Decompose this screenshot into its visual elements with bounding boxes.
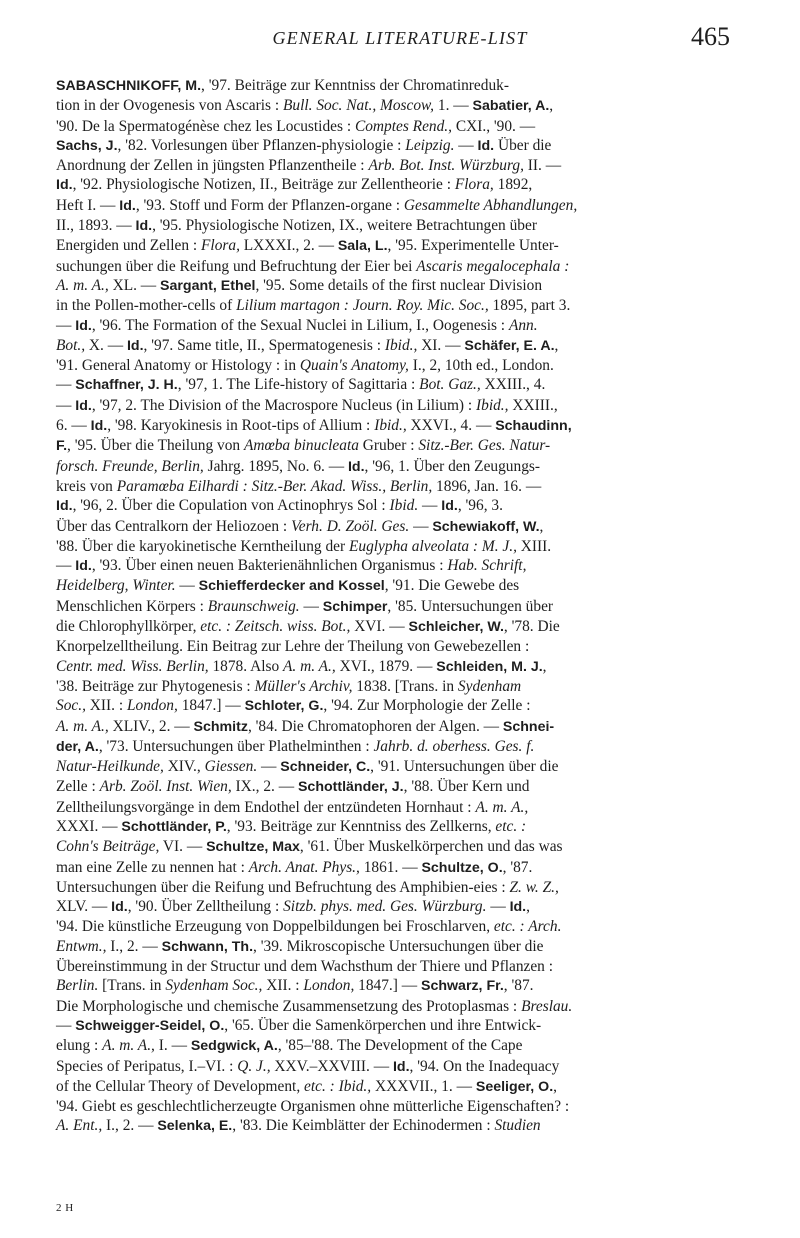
text-segment: Species of Peripatus, I.–VI. : (56, 1057, 238, 1075)
text-line (56, 657, 750, 677)
text-line (56, 496, 750, 516)
text-line (56, 817, 750, 837)
text-line (56, 257, 750, 276)
text-line (56, 737, 750, 757)
text-segment: suchungen über die Reifung und Befruchtung der Eier bei (56, 257, 417, 275)
author-name: Schweigger-Seidel, O. (75, 1017, 225, 1034)
text-segment: — (257, 758, 281, 776)
text-line (56, 576, 750, 596)
source-title: Arb. Zoöl. Inst. Wien, (99, 778, 232, 796)
author-name: Schaffner, J. H. (75, 377, 178, 394)
source-title: Cohn's Beiträge, (56, 838, 160, 856)
source-title: Bull. Soc. Nat., Moscow, (282, 97, 435, 115)
text-line (56, 1036, 750, 1056)
text-segment: XIII. (516, 537, 552, 555)
text-line (56, 717, 750, 737)
text-line (56, 858, 750, 878)
author-name: Schloter, G. (244, 698, 324, 715)
author-name: Schewiakoff, W. (432, 518, 540, 535)
text-segment: , (542, 657, 547, 675)
text-segment: , '97. Beiträge zur Kenntniss der Chromatinreduk- (201, 77, 509, 94)
author-name: Id. (90, 418, 108, 435)
text-line (56, 316, 750, 336)
text-line (56, 1116, 750, 1136)
text-segment: I., 2. — (106, 937, 162, 955)
author-name: Schottländer, J. (297, 779, 404, 796)
source-title: Z. w. Z., (509, 878, 559, 896)
author-name: Schnei- (502, 718, 555, 735)
text-segment: — (299, 597, 323, 615)
text-line (56, 897, 750, 917)
text-segment: Über die (494, 136, 552, 154)
text-segment: , '96. The Formation of the Sexual Nuclei in Lilium, I., Oogenesis : (91, 316, 509, 334)
source-title: Amœba binucleata (243, 437, 359, 455)
source-title: Ann. (508, 316, 538, 334)
source-title: Studien (494, 1117, 541, 1135)
text-segment: , '96, 1. Über den Zeugungs- (364, 457, 540, 475)
source-title: Comptes Rend., (354, 117, 452, 135)
text-line (56, 517, 750, 537)
text-line (56, 957, 750, 976)
text-segment: Zelle : (56, 778, 100, 796)
text-segment: , '95. Experimentelle Unter- (387, 237, 559, 255)
text-segment: XLV. — (56, 898, 112, 916)
text-segment: , '84. Die Chromatophoren der Algen. — (247, 717, 503, 735)
text-segment: , '78. Die (503, 618, 560, 636)
source-title: A. m. A., (283, 657, 336, 675)
source-title: etc. : Arch. (493, 918, 562, 936)
source-title: Ibid., (384, 336, 418, 354)
text-line (56, 1057, 750, 1077)
source-title: Berlin. (56, 977, 99, 995)
author-name: Id. (119, 197, 136, 214)
source-title: Braunschweig. (207, 597, 300, 615)
source-title: Breslau. (521, 997, 573, 1015)
text-line (56, 637, 750, 656)
text-segment: 1892, (493, 176, 533, 194)
source-title: Gesammelte Abhandlungen, (403, 196, 578, 214)
text-segment: 1. — (434, 97, 473, 115)
source-title: Q. J., (237, 1057, 271, 1075)
source-title: Ibid., (476, 396, 509, 414)
text-line (56, 677, 750, 696)
text-segment: — (56, 1016, 76, 1034)
text-segment: , '96, 3. (457, 497, 503, 515)
text-line (56, 336, 750, 356)
text-line (56, 1097, 750, 1116)
source-title: Bot. Gaz., (419, 376, 481, 394)
author-name: Id. (477, 137, 495, 154)
text-segment: Heft I. — (56, 196, 120, 214)
source-title: Sydenham (457, 677, 522, 695)
text-segment: '90. De la Spermatogénèse chez les Locustides : (56, 117, 355, 135)
text-segment: 1847.] — (177, 697, 245, 715)
text-segment: — (454, 136, 478, 154)
source-title: Jahrb. d. oberhess. Ges. f. (373, 737, 535, 755)
text-line (56, 396, 750, 416)
author-name: Id. (392, 1058, 410, 1075)
text-segment: Untersuchungen über die Reifung und Befruchtung des Amphibien-eies : (56, 878, 510, 896)
source-title: Arb. Bot. Inst. Würzburg, (368, 157, 524, 175)
text-segment: I., 2, 10th ed., London. (408, 357, 554, 375)
text-segment: , '97, 1. The Life-history of Sagittaria : (177, 376, 420, 394)
text-segment: , '93. Beiträge zur Kenntniss des Zellkerns, (226, 817, 496, 835)
text-segment: II. — (523, 157, 562, 175)
text-line (56, 997, 750, 1016)
text-segment: VI. — (159, 838, 207, 856)
source-title: London, (126, 697, 178, 715)
text-segment: , (539, 517, 544, 535)
author-name: Schwann, Th. (161, 938, 254, 955)
text-segment: '38. Beiträge zur Phytogenesis : (56, 677, 255, 695)
source-title: Sitz.-Ber. Ges. Natur- (418, 437, 551, 455)
text-segment: Zelltheilungsvorgänge in dem Endothel der entzündeten Hornhaut : (56, 798, 476, 816)
source-title: Heidelberg, Winter. (56, 577, 176, 595)
text-segment: , '97, 2. The Division of the Macrospore Nucleus (in Lilium) : (91, 396, 477, 414)
text-segment: , '91. Untersuchungen über die (370, 758, 559, 776)
author-name: Schottländer, P. (121, 818, 227, 835)
text-segment: XI. — (417, 336, 465, 354)
text-segment: , '65. Über die Samenkörperchen und ihre Entwick- (224, 1016, 542, 1034)
text-segment: , '73. Untersuchungen über Plathelminthen : (98, 737, 374, 755)
text-segment: in the Pollen-mother-cells of (56, 297, 237, 315)
text-line (56, 375, 750, 395)
author-name: Id. (347, 458, 365, 475)
author-name: Id. (56, 498, 73, 515)
text-segment: 1896, Jan. 16. — (432, 477, 542, 495)
source-title: forsch. Freunde, Berlin, (56, 457, 204, 475)
source-title: Verh. D. Zoöl. Ges. (291, 517, 410, 535)
text-segment: 1878. Also (208, 657, 284, 675)
text-line (56, 96, 750, 116)
text-segment: , '92. Physiologische Notizen, II., Beiträge zur Zellentheorie : (72, 176, 455, 194)
source-title: Giessen. (204, 758, 258, 776)
bibliography-text (56, 76, 750, 1137)
text-segment: XLIV., 2. — (108, 717, 194, 735)
text-line (56, 976, 750, 996)
text-segment: XII. : (85, 697, 127, 715)
text-segment: , '87. (502, 858, 533, 876)
text-segment: — (56, 316, 76, 334)
author-name: Selenka, E. (157, 1118, 233, 1135)
text-segment: Die Morphologische und chemische Zusammensetzung des Protoplasmas : (56, 997, 522, 1015)
text-segment: '94. Die künstliche Erzeugung von Doppelbildungen bei Froschlarven, (56, 918, 494, 936)
running-title: GENERAL LITERATURE-LIST (272, 28, 528, 48)
text-segment: , (549, 97, 554, 115)
text-segment: , (554, 336, 559, 354)
text-segment: XVI., 1879. — (335, 657, 437, 675)
source-title: Centr. med. Wiss. Berlin, (56, 657, 209, 675)
source-title: Soc., (56, 697, 86, 715)
text-segment: , '91. Die Gewebe des (384, 577, 520, 595)
text-line (56, 276, 750, 296)
text-segment: XXXVII., 1. — (371, 1077, 476, 1095)
text-segment: 1861. — (359, 858, 422, 876)
text-segment: Gruber : (358, 437, 419, 455)
text-segment: die Chlorophyllkörper, (56, 618, 201, 636)
author-name: Sabatier, A. (472, 98, 550, 115)
text-line (56, 457, 750, 477)
author-name: Id. (111, 899, 128, 916)
text-line (56, 1077, 750, 1097)
text-segment: X. — (85, 336, 127, 354)
text-segment: Knorpelzelltheilung. Ein Beitrag zur Lehre der Theilung von Gewebezellen : (56, 638, 530, 656)
signature-mark: 2 H (56, 1202, 74, 1214)
text-segment: 1895, part 3. (488, 297, 571, 315)
text-line (56, 136, 750, 156)
text-line (56, 236, 750, 256)
author-name: Schmitz (193, 718, 248, 735)
text-line (56, 156, 750, 175)
author-name: Sachs, J. (56, 137, 118, 154)
text-line (56, 837, 750, 857)
text-segment: , '94. Zur Morphologie der Zelle : (323, 697, 531, 715)
source-title: Ibid., (374, 417, 407, 435)
page-number: 465 (691, 22, 730, 51)
author-name: Schaudinn, (495, 418, 572, 435)
text-segment: I., 2. — (102, 1117, 158, 1135)
author-name: der, A. (56, 738, 99, 755)
text-segment: — (56, 557, 76, 575)
author-name: Schimper (322, 598, 388, 615)
author-name: Id. (75, 558, 92, 575)
text-segment: , '95. Physiologische Notizen, IX., weitere Betrachtungen über (152, 217, 537, 235)
author-name: Schäfer, E. A. (464, 337, 555, 354)
text-line (56, 477, 750, 496)
text-line (56, 777, 750, 797)
author-name: Seeliger, O. (475, 1078, 554, 1095)
text-segment: — (56, 396, 76, 414)
text-segment: , '93. Über einen neuen Bakterienähnlichen Organismus : (91, 557, 448, 575)
text-segment: — (409, 517, 433, 535)
text-segment: of the Cellular Theory of Development, (56, 1077, 305, 1095)
source-title: London, (303, 977, 355, 995)
author-name: Id. (75, 317, 92, 334)
text-segment: — (56, 376, 76, 394)
page-header (0, 22, 800, 62)
source-title: etc. : Ibid., (304, 1077, 372, 1095)
text-segment: CXI., '90. — (452, 117, 536, 135)
author-name: Schneider, C. (280, 759, 371, 776)
text-line (56, 878, 750, 897)
text-line (56, 917, 750, 936)
text-line (56, 117, 750, 136)
author-name: Sedgwick, A. (190, 1038, 278, 1055)
author-name: Id. (126, 337, 144, 354)
text-segment: 1838. [Trans. in (352, 677, 458, 695)
text-line (56, 436, 750, 456)
text-segment: XII. : (262, 977, 304, 995)
author-name: Schiefferdecker and Kossel (198, 578, 385, 595)
text-segment: 1847.] — (354, 977, 421, 995)
text-segment: Über das Centralkorn der Heliozoen : (56, 517, 292, 535)
text-segment: , '85–'88. The Development of the Cape (277, 1037, 523, 1055)
author-name: Schultze, O. (421, 859, 503, 876)
text-segment: — (486, 898, 510, 916)
author-name: Id. (75, 397, 92, 414)
text-segment: XXVI., 4. — (406, 417, 496, 435)
text-line (56, 696, 750, 716)
source-title: Hab. Schrift, (447, 557, 527, 575)
source-title: etc. : Zeitsch. wiss. Bot., (200, 618, 351, 636)
text-segment: , '87. (503, 977, 534, 995)
text-segment: , '97. Same title, II., Spermatogenesis : (143, 336, 385, 354)
text-segment: , '93. Stoff und Form der Pflanzen-organe : (135, 196, 404, 214)
text-segment: — (418, 497, 442, 515)
text-segment: Jahrg. 1895, No. 6. — (203, 457, 348, 475)
text-segment: I. — (154, 1037, 191, 1055)
author-name: Schleiden, M. J. (436, 658, 543, 675)
source-title: Müller's Archiv, (254, 677, 353, 695)
text-line (56, 216, 750, 236)
text-segment: II., 1893. — (56, 217, 136, 235)
author-name: Schleicher, W. (408, 619, 504, 636)
text-segment: LXXXI., 2. — (239, 237, 338, 255)
text-segment: man eine Zelle zu nennen hat : (56, 858, 249, 876)
text-segment: XXXI. — (56, 817, 122, 835)
author-name: Schultze, Max (206, 839, 300, 856)
text-segment: , '85. Untersuchungen über (387, 597, 554, 615)
author-name: Id. (441, 498, 458, 515)
text-segment: Energiden und Zellen : (56, 237, 202, 255)
text-line (56, 757, 750, 777)
text-line (56, 296, 750, 315)
source-title: A. m. A., (56, 717, 109, 735)
text-segment: '88. Über die karyokinetische Kerntheilung der (56, 537, 349, 555)
author-name: Id. (509, 899, 527, 916)
source-title: Ibid. (389, 497, 419, 515)
text-segment: elung : (56, 1037, 103, 1055)
text-segment: '94. Giebt es geschlechtlicherzeugte Organismen ohne mütterliche Eigenschaften? : (56, 1098, 570, 1116)
source-title: Quain's Anatomy, (299, 357, 409, 375)
text-segment: , '95. Some details of the first nuclear Division (255, 276, 543, 294)
source-title: Sydenham Soc., (165, 977, 263, 995)
text-line (56, 937, 750, 957)
source-title: Paramœba Eilhardi : Sitz.-Ber. Akad. Wiss., Berlin, (116, 477, 433, 495)
text-segment: XXIII., 4. (480, 376, 546, 394)
source-title: Leipzig. (405, 136, 455, 154)
text-segment: tion in der Ovogenesis von Ascaris : (56, 97, 283, 115)
source-title: etc. : (495, 817, 527, 835)
text-segment: kreis von (56, 477, 117, 495)
text-segment: — (175, 577, 199, 595)
text-segment: , '95. Über die Theilung von (67, 437, 244, 455)
text-segment: '91. General Anatomy or Histology : in (56, 357, 300, 375)
text-segment: 6. — (56, 417, 91, 435)
text-segment: Übereinstimmung in der Structur und dem Wachsthum der Thiere und Pflanzen : (56, 958, 553, 976)
source-title: Bot., (56, 336, 86, 354)
text-segment: XIV., (163, 758, 205, 776)
text-line (56, 597, 750, 617)
text-line (56, 617, 750, 637)
text-segment: , '98. Karyokinesis in Root-tips of Allium : (107, 417, 375, 435)
text-segment: XXIII., (508, 396, 558, 414)
source-title: Arch. Anat. Phys., (248, 858, 360, 876)
text-segment: , '83. Die Keimblätter der Echinodermen : (232, 1117, 495, 1135)
text-line (56, 356, 750, 375)
text-segment: Menschlichen Körpers : (56, 597, 208, 615)
text-line (56, 416, 750, 436)
text-segment: Anordnung der Zellen in jüngsten Pflanzentheile : (56, 157, 369, 175)
text-line (56, 196, 750, 216)
source-title: Ascaris megalocephala : (416, 257, 570, 275)
source-title: A. m. A., (102, 1037, 155, 1055)
text-segment: XL. — (108, 276, 161, 294)
text-segment: , '94. On the Inadequacy (409, 1057, 560, 1075)
author-name: Id. (135, 218, 153, 235)
text-segment: XVI. — (350, 618, 409, 636)
source-title: A. Ent., (56, 1117, 103, 1135)
text-segment: IX., 2. — (231, 778, 298, 796)
text-segment: , '39. Mikroscopische Untersuchungen über die (253, 937, 544, 955)
source-title: Flora, (454, 176, 494, 194)
text-segment: XXV.–XXVIII. — (270, 1057, 393, 1075)
source-title: Natur-Heilkunde, (56, 758, 164, 776)
text-segment: [Trans. in (98, 977, 166, 995)
text-segment: , '90. Über Zelltheilung : (127, 898, 284, 916)
source-title: Euglypha alveolata : M. J., (348, 537, 517, 555)
source-title: Sitzb. phys. med. Ges. Würzburg. (283, 898, 487, 916)
author-name: F. (56, 438, 68, 455)
text-line (56, 1016, 750, 1036)
author-name: Id. (56, 177, 73, 194)
text-segment: , '82. Vorlesungen über Pflanzen-physiologie : (117, 136, 406, 154)
text-segment: , (553, 1077, 558, 1095)
text-line (56, 556, 750, 576)
source-title: Lilium martagon : Journ. Roy. Mic. Soc., (236, 297, 489, 315)
text-line (56, 76, 750, 96)
source-title: A. m. A., (475, 798, 529, 816)
text-line (56, 175, 750, 195)
author-name: Schwarz, Fr. (421, 978, 504, 995)
text-segment: , (526, 898, 530, 916)
author-name: Sala, L. (337, 238, 388, 255)
source-title: Flora, (201, 237, 240, 255)
source-title: Entwm., (56, 937, 107, 955)
text-segment: , '88. Über Kern und (403, 778, 530, 796)
text-line (56, 537, 750, 556)
source-title: A. m. A., (56, 276, 109, 294)
text-segment: , '61. Über Muskelkörperchen und das was (299, 838, 563, 856)
text-line (56, 798, 750, 817)
text-segment: , '96, 2. Über die Copulation von Actinophrys Sol : (72, 497, 390, 515)
author-name: Sargant, Ethel (160, 277, 256, 294)
author-name: SABASCHNIKOFF, M. (56, 78, 202, 94)
